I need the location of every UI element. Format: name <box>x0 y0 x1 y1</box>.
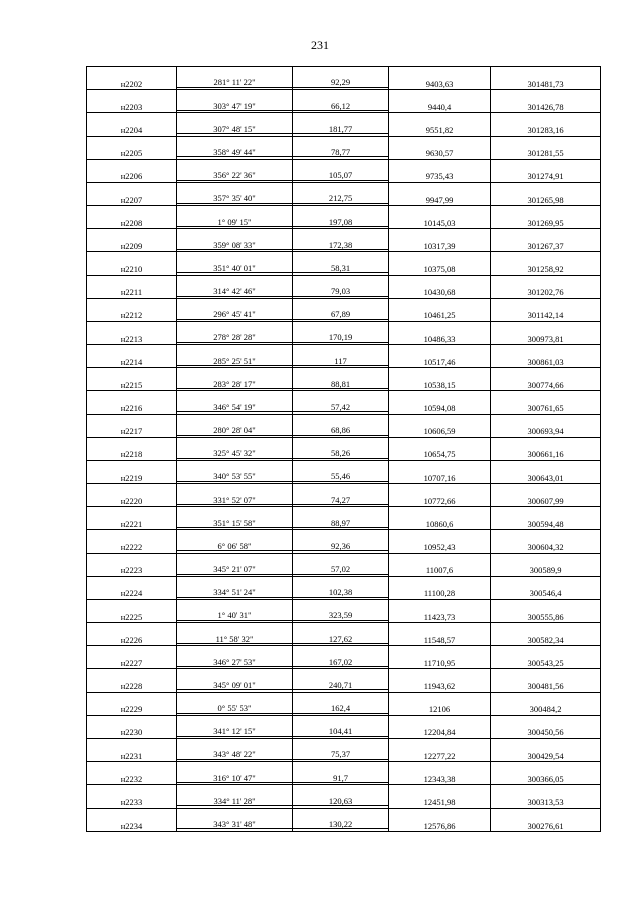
direction-angle: 281° 11' 22" <box>177 67 293 88</box>
coordinate-y: 300582,34 <box>491 623 601 646</box>
direction-angle: 6° 06' 58" <box>177 530 293 551</box>
coordinate-y: 300481,56 <box>491 669 601 692</box>
direction-angle: 303° 47' 19" <box>177 90 293 111</box>
direction-angle: 278° 28' 28" <box>177 321 293 342</box>
coordinate-y: 301258,92 <box>491 252 601 275</box>
coordinate-y: 300546,4 <box>491 576 601 599</box>
coordinate-x: 9440,4 <box>389 90 491 113</box>
coordinate-x: 12451,98 <box>389 785 491 808</box>
table-row <box>87 414 601 435</box>
direction-angle: 0° 55' 53" <box>177 692 293 713</box>
empty-cell <box>293 829 389 832</box>
point-name: н2232 <box>87 762 177 785</box>
direction-angle: 1° 09' 15" <box>177 206 293 227</box>
table-row <box>87 692 601 713</box>
direction-angle: 357° 35' 40" <box>177 182 293 203</box>
coordinate-x: 10145,03 <box>389 206 491 229</box>
coordinate-y: 300661,16 <box>491 437 601 460</box>
table-row <box>87 67 601 88</box>
coordinate-x: 12277,22 <box>389 738 491 761</box>
distance: 74,27 <box>293 484 389 505</box>
direction-angle: 334° 51' 24" <box>177 576 293 597</box>
coordinate-x: 10317,39 <box>389 229 491 252</box>
coordinate-x: 10375,08 <box>389 252 491 275</box>
coordinate-x: 10517,46 <box>389 345 491 368</box>
point-name: н2218 <box>87 437 177 460</box>
coordinate-x: 10654,75 <box>389 437 491 460</box>
coordinate-y: 301274,91 <box>491 159 601 182</box>
coordinate-x: 12576,86 <box>389 808 491 832</box>
distance: 323,59 <box>293 599 389 620</box>
distance: 55,46 <box>293 460 389 481</box>
point-name: н2202 <box>87 67 177 90</box>
coordinate-x: 11423,73 <box>389 599 491 622</box>
table-row <box>87 391 601 412</box>
distance: 167,02 <box>293 646 389 667</box>
table-row <box>87 762 601 783</box>
direction-angle: 345° 21' 07" <box>177 553 293 574</box>
coordinate-x: 10594,08 <box>389 391 491 414</box>
coordinate-x: 10860,6 <box>389 507 491 530</box>
table-row <box>87 738 601 759</box>
coordinate-x: 11943,62 <box>389 669 491 692</box>
coordinate-y: 300607,99 <box>491 484 601 507</box>
coordinate-y: 300543,25 <box>491 646 601 669</box>
table-row <box>87 530 601 551</box>
direction-angle: 314° 42' 46" <box>177 275 293 296</box>
coordinate-x: 10538,15 <box>389 368 491 391</box>
table-row <box>87 345 601 366</box>
point-name: н2207 <box>87 182 177 205</box>
point-name: н2226 <box>87 623 177 646</box>
distance: 58,31 <box>293 252 389 273</box>
point-name: н2215 <box>87 368 177 391</box>
coordinate-x: 9403,63 <box>389 67 491 90</box>
coordinate-y: 301269,95 <box>491 206 601 229</box>
direction-angle: 343° 48' 22" <box>177 738 293 759</box>
coordinate-y: 300604,32 <box>491 530 601 553</box>
table-row <box>87 785 601 806</box>
table-row <box>87 715 601 736</box>
table-row <box>87 623 601 644</box>
table-row <box>87 275 601 296</box>
distance: 57,02 <box>293 553 389 574</box>
point-name: н2211 <box>87 275 177 298</box>
distance: 66,12 <box>293 90 389 111</box>
direction-angle: 307° 48' 15" <box>177 113 293 134</box>
distance: 88,97 <box>293 507 389 528</box>
point-name: н2225 <box>87 599 177 622</box>
distance: 172,38 <box>293 229 389 250</box>
point-name: н2214 <box>87 345 177 368</box>
direction-angle: 341° 12' 15" <box>177 715 293 736</box>
table-row <box>87 599 601 620</box>
coordinate-y: 300589,9 <box>491 553 601 576</box>
distance: 240,71 <box>293 669 389 690</box>
table-row <box>87 229 601 250</box>
distance: 91,7 <box>293 762 389 783</box>
distance: 58,26 <box>293 437 389 458</box>
distance: 105,07 <box>293 159 389 180</box>
point-name: н2210 <box>87 252 177 275</box>
distance: 88,81 <box>293 368 389 389</box>
distance: 197,08 <box>293 206 389 227</box>
table-row <box>87 669 601 690</box>
table-row <box>87 368 601 389</box>
direction-angle: 296° 45' 41" <box>177 298 293 319</box>
point-name: н2206 <box>87 159 177 182</box>
table-row <box>87 808 601 829</box>
point-name: н2203 <box>87 90 177 113</box>
coordinate-x: 9947,99 <box>389 182 491 205</box>
distance: 78,77 <box>293 136 389 157</box>
point-name: н2204 <box>87 113 177 136</box>
coordinate-x: 10461,25 <box>389 298 491 321</box>
coordinate-y: 300313,53 <box>491 785 601 808</box>
table-row <box>87 113 601 134</box>
distance: 67,89 <box>293 298 389 319</box>
point-name: н2212 <box>87 298 177 321</box>
point-name: н2208 <box>87 206 177 229</box>
direction-angle: 358° 49' 44" <box>177 136 293 157</box>
direction-angle: 1° 40' 31" <box>177 599 293 620</box>
distance: 117 <box>293 345 389 366</box>
table-row <box>87 298 601 319</box>
direction-angle: 331° 52' 07" <box>177 484 293 505</box>
coordinate-y: 301426,78 <box>491 90 601 113</box>
direction-angle: 359° 08' 33" <box>177 229 293 250</box>
coordinate-x: 11100,28 <box>389 576 491 599</box>
coordinate-x: 9735,43 <box>389 159 491 182</box>
coordinate-y: 300861,03 <box>491 345 601 368</box>
coordinate-x: 10486,33 <box>389 321 491 344</box>
distance: 92,29 <box>293 67 389 88</box>
page-number: 231 <box>311 38 329 52</box>
coordinate-x: 9630,57 <box>389 136 491 159</box>
direction-angle: 316° 10' 47" <box>177 762 293 783</box>
coordinate-y: 300643,01 <box>491 460 601 483</box>
coordinate-x: 10606,59 <box>389 414 491 437</box>
coordinate-x: 12106 <box>389 692 491 715</box>
direction-angle: 334° 11' 28" <box>177 785 293 806</box>
direction-angle: 346° 27' 53" <box>177 646 293 667</box>
distance: 102,38 <box>293 576 389 597</box>
coordinate-y: 300973,81 <box>491 321 601 344</box>
direction-angle: 343° 31' 48" <box>177 808 293 829</box>
distance: 127,62 <box>293 623 389 644</box>
distance: 120,63 <box>293 785 389 806</box>
coordinate-y: 300555,86 <box>491 599 601 622</box>
table-row <box>87 90 601 111</box>
coordinate-y: 301281,55 <box>491 136 601 159</box>
direction-angle: 325° 45' 32" <box>177 437 293 458</box>
distance: 104,41 <box>293 715 389 736</box>
coordinate-x: 10430,68 <box>389 275 491 298</box>
point-name: н2224 <box>87 576 177 599</box>
direction-angle: 285° 25' 51" <box>177 345 293 366</box>
coordinate-x: 11548,57 <box>389 623 491 646</box>
coordinate-x: 10707,16 <box>389 460 491 483</box>
coordinate-y: 300761,65 <box>491 391 601 414</box>
direction-angle: 346° 54' 19" <box>177 391 293 412</box>
point-name: н2227 <box>87 646 177 669</box>
direction-angle: 351° 40' 01" <box>177 252 293 273</box>
coordinate-y: 301202,76 <box>491 275 601 298</box>
coordinate-y: 300693,94 <box>491 414 601 437</box>
point-name: н2228 <box>87 669 177 692</box>
table-row <box>87 484 601 505</box>
point-name: н2233 <box>87 785 177 808</box>
coordinate-x: 10772,66 <box>389 484 491 507</box>
direction-angle: 340° 53' 55" <box>177 460 293 481</box>
distance: 92,36 <box>293 530 389 551</box>
table-row <box>87 321 601 342</box>
point-name: н2223 <box>87 553 177 576</box>
distance: 130,22 <box>293 808 389 829</box>
table-row <box>87 206 601 227</box>
coordinate-y: 300366,05 <box>491 762 601 785</box>
coordinate-y: 300450,56 <box>491 715 601 738</box>
table-row <box>87 182 601 203</box>
table-row <box>87 646 601 667</box>
point-name: н2231 <box>87 738 177 761</box>
point-name: н2234 <box>87 808 177 832</box>
point-name: н2219 <box>87 460 177 483</box>
table-row <box>87 252 601 273</box>
table-row <box>87 437 601 458</box>
coordinate-x: 12343,38 <box>389 762 491 785</box>
coordinate-y: 300429,54 <box>491 738 601 761</box>
coordinate-x: 11007,6 <box>389 553 491 576</box>
table-row <box>87 460 601 481</box>
table-row <box>87 159 601 180</box>
coordinate-y: 300484,2 <box>491 692 601 715</box>
table-row <box>87 553 601 574</box>
point-name: н2205 <box>87 136 177 159</box>
distance: 57,42 <box>293 391 389 412</box>
distance: 68,86 <box>293 414 389 435</box>
direction-angle: 351° 15' 58" <box>177 507 293 528</box>
point-name: н2221 <box>87 507 177 530</box>
distance: 212,75 <box>293 182 389 203</box>
table-row <box>87 136 601 157</box>
point-name: н2217 <box>87 414 177 437</box>
coordinate-x: 10952,43 <box>389 530 491 553</box>
empty-cell <box>177 829 293 832</box>
coordinate-y: 300594,48 <box>491 507 601 530</box>
point-name: н2216 <box>87 391 177 414</box>
point-name: н2213 <box>87 321 177 344</box>
distance: 75,37 <box>293 738 389 759</box>
direction-angle: 283° 28' 17" <box>177 368 293 389</box>
distance: 162,4 <box>293 692 389 713</box>
coordinate-y: 301283,16 <box>491 113 601 136</box>
coordinate-y: 300774,66 <box>491 368 601 391</box>
coordinate-x: 9551,82 <box>389 113 491 136</box>
direction-angle: 11° 58' 32" <box>177 623 293 644</box>
point-name: н2222 <box>87 530 177 553</box>
coordinate-y: 301265,98 <box>491 182 601 205</box>
point-name: н2230 <box>87 715 177 738</box>
coordinate-x: 12204,84 <box>389 715 491 738</box>
direction-angle: 356° 22' 36" <box>177 159 293 180</box>
distance: 181,77 <box>293 113 389 134</box>
direction-angle: 345° 09' 01" <box>177 669 293 690</box>
coordinates-table <box>86 66 601 832</box>
table-row <box>87 507 601 528</box>
coordinate-y: 301267,37 <box>491 229 601 252</box>
table-row <box>87 576 601 597</box>
point-name: н2229 <box>87 692 177 715</box>
coordinate-y: 300276,61 <box>491 808 601 832</box>
coordinate-x: 11710,95 <box>389 646 491 669</box>
distance: 79,03 <box>293 275 389 296</box>
point-name: н2209 <box>87 229 177 252</box>
coordinate-y: 301142,14 <box>491 298 601 321</box>
point-name: н2220 <box>87 484 177 507</box>
coordinate-y: 301481,73 <box>491 67 601 90</box>
distance: 170,19 <box>293 321 389 342</box>
direction-angle: 280° 28' 04" <box>177 414 293 435</box>
